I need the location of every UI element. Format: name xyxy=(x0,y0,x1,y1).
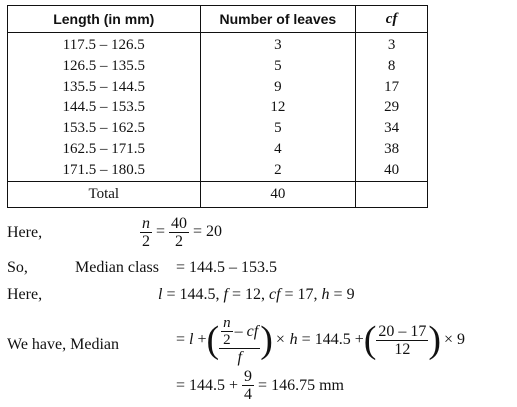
fraction-20-17-over-12: $\frac{20 - 17}{12}$ xyxy=(378,322,427,358)
cell-length: 126.5 – 135.5 xyxy=(8,56,201,77)
here-label-1: Here, xyxy=(7,224,43,241)
table-row xyxy=(8,160,428,181)
table-row xyxy=(8,139,428,160)
cell-cf: 40 xyxy=(356,160,428,181)
cell-leaves: 12 xyxy=(200,97,356,118)
fraction-9-over-4: $\frac{9}{4}$ xyxy=(244,368,253,403)
parameters-line: l = 144.5, f = 12, cf = 17, h = 9 xyxy=(158,286,355,303)
fraction-n-over-2-inner: $\frac{n}{2}$ xyxy=(223,314,231,348)
table-row xyxy=(8,56,428,77)
fraction-40-over-2: $\frac{40}{2}$ xyxy=(171,215,188,250)
final-median-value: = 146.75 mm xyxy=(258,376,344,394)
final-result-line: = 144.5 + $\frac{9}{4}$ = 146.75 mm xyxy=(176,368,344,403)
cell-cf: 8 xyxy=(356,56,428,77)
cell-length: 135.5 – 144.5 xyxy=(8,77,201,98)
cell-cf: 3 xyxy=(356,33,428,56)
median-formula: = l + ( $\frac{n}{2}$ – cf f ) × h = 144.5 + ( $\frac{20 - 17}{12}$ ) × 9 xyxy=(176,314,466,366)
median-label: We have, Median xyxy=(7,336,119,353)
right-paren: ) xyxy=(260,319,273,361)
table-row xyxy=(8,118,428,139)
cell-leaves: 4 xyxy=(200,139,356,160)
table-header-row xyxy=(8,6,428,33)
frequency-table xyxy=(7,5,428,208)
right-paren-2: ) xyxy=(428,319,442,361)
table-row xyxy=(8,33,428,56)
header-leaves: Number of leaves xyxy=(200,6,356,33)
n-over-2-result: = 20 xyxy=(193,223,223,241)
cell-cf: 38 xyxy=(356,139,428,160)
table-total-row xyxy=(8,181,428,207)
cell-cf: 34 xyxy=(356,118,428,139)
cell-cf: 29 xyxy=(356,97,428,118)
left-paren: ( xyxy=(206,319,220,361)
cell-length: 171.5 – 180.5 xyxy=(8,160,201,181)
cell-length: 117.5 – 126.5 xyxy=(8,33,201,56)
total-cf-empty xyxy=(356,181,428,207)
cell-leaves: 5 xyxy=(200,118,356,139)
n-over-2-expression: $\frac{n}{2}$ = $\frac{40}{2}$ = 20 xyxy=(142,215,223,250)
cell-cf: 17 xyxy=(356,77,428,98)
cell-length: 153.5 – 162.5 xyxy=(8,118,201,139)
cell-leaves: 9 xyxy=(200,77,356,98)
cell-leaves: 2 xyxy=(200,160,356,181)
median-class-value: = 144.5 – 153.5 xyxy=(176,259,278,276)
header-cf: cf xyxy=(356,6,428,33)
left-paren-2: ( xyxy=(363,319,377,361)
header-length: Length (in mm) xyxy=(8,6,201,33)
cell-length: 162.5 – 171.5 xyxy=(8,139,201,160)
median-class-label: Median class xyxy=(75,259,159,276)
total-label: Total xyxy=(8,181,201,207)
here-label-2: Here, xyxy=(7,286,43,303)
cell-leaves: 3 xyxy=(200,33,356,56)
median-main-fraction: $\frac{n}{2}$ – cf f xyxy=(219,315,260,366)
cell-length: 144.5 – 153.5 xyxy=(8,97,201,118)
table-row xyxy=(8,77,428,98)
cell-leaves: 5 xyxy=(200,56,356,77)
fraction-n-over-2: $\frac{n}{2}$ xyxy=(142,215,150,250)
table-row xyxy=(8,97,428,118)
total-value: 40 xyxy=(200,181,356,207)
so-label: So, xyxy=(7,259,28,276)
